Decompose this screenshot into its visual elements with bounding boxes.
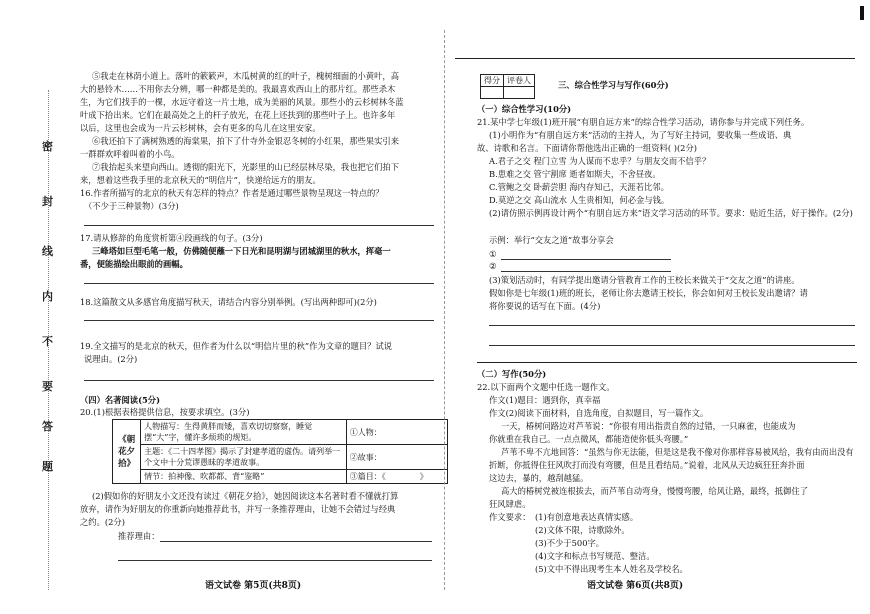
seal-char: 不 [42,335,53,348]
seal-char: 封 [42,195,53,208]
question-16: （不少于三种景物）(3分) [84,201,179,211]
book-row: 人物描写：生得黄胖而矮，喜欢切切察察，睡觉摆“大”字，懂许多烦琐的规矩。 [141,420,347,445]
grader-cell[interactable] [504,87,535,99]
fill-chapter-label: ③篇目：《 [349,472,386,481]
requirement: (2)文体不限，诗歌除外。 [535,525,630,535]
seal-char: 密 [42,140,53,153]
example-mark-2: ② [489,261,497,271]
para-7-line: 来，想着这些我手里的北京秋天的“明信片”，快递给远方的朋友。 [80,175,321,185]
example-mark-1: ① [489,249,497,259]
requirements-label: 作文要求： [489,512,531,522]
material-line: 这边去，暴的，越刮越猛。 [489,473,589,483]
example: 示例：举行“交友之道”故事分享会 [489,235,614,245]
score-header: 得分 [481,75,504,87]
answer-line[interactable] [489,325,855,326]
answer-line[interactable] [84,283,434,284]
question-19: 19.全文描写的是北京的秋天，但作者为什么以“明信片里的秋”作为文章的题目？试说 [80,341,393,351]
section-2-heading: （二）写作(50分) [477,369,547,379]
fill-person-label: ①人物： [349,427,382,437]
grader-header: 评卷人 [504,75,535,87]
option-c: C.管鲍之交 卧薪尝胆 海内存知己，天涯若比邻。 [489,182,669,192]
material-line: 狂风肆虐。 [489,499,531,509]
seal-char: 要 [42,380,53,393]
para-6-line: 一群群欢呼着叫着的小鸟。 [80,149,180,159]
answer-line[interactable] [501,259,671,260]
page-divider [444,30,446,590]
material-line: 一天，椿树问路边对芦苇说：“你很有用出指责自然的过错，一只麻雀，也能成为 [501,421,796,431]
reason-label: 推荐理由： [118,531,160,541]
answer-line[interactable] [489,345,855,346]
question-22: 22.以下面两个文题中任选一题作文。 [477,382,615,392]
question-20: 20.(1)根据表格提供信息，按要求填空。(3分) [80,407,250,417]
section-4-heading: （四）名著阅读(5分) [80,395,160,405]
para-5-line: 叶成下拾出来。它们在最高处之上的杆子放光，在花上还扶到的那些叶子上。也许多年 [80,110,396,120]
requirement: (5)文中不得出现考生本人姓名及学校名。 [535,564,688,574]
para-5-line: ⑤我走在林荫小道上。落叶的簌簌声，木瓜树黄的红的叶子，槐树细面的小黄叶，高 [92,71,399,81]
book-row: 主题：《二十四孝图》揭示了封建孝道的虚伪。请列举一个文中十分荒谬愚昧的孝道故事。 [141,445,347,470]
page-footer: 语文试卷 第6页(共8页) [587,581,684,591]
question-21-2: (2)请仿照示例再设计两个“有朋自远方来”语文学习活动的环节。要求：贴近生活，好于操作。(2分) [489,208,853,218]
section-3-heading: 三、综合性学习与写作(60分) [558,80,669,90]
para-5-line: 以后，这里也会成为一片云杉树林，会有更多的鸟儿在这里安家。 [80,123,321,133]
book-title-cell: 《朝花夕拾》 [113,420,141,484]
answer-line[interactable] [84,380,434,381]
question-17-quote: 番，便能描绘出眼前的画幅。 [80,259,188,269]
question-21-3: 假如你是七年级(1)班的班长，老师让你去邀请王校长，你会如何对王校长发出邀请？请 [489,288,808,298]
fill-story-label: ②故事： [349,452,382,462]
seal-text [42,140,56,540]
requirement: (4)文字和标点书写规范、整洁。 [535,551,655,561]
topic-1: 作文(1)题目：遇到你，真幸福 [489,395,601,405]
seal-char: 答 [42,420,53,433]
seal-char: 内 [42,290,53,303]
material-line: 芦苇不卑不亢地回答：“虽然与你无法能，但是这是我不像对你那样容易被风给，我有由而出没有 [501,447,854,457]
question-21: (1)小明作为“有朋自远方来”活动的主持人，为了写好主持词，要收集一些成语、典 [489,130,792,140]
option-d: D.莫逆之交 高山流水 人生贵相知，何必金与钱。 [489,195,670,205]
section-1-heading: （一）综合性学习(10分) [477,104,572,114]
answer-line[interactable] [84,225,434,226]
page-footer: 语文试卷 第5页(共8页) [205,581,302,591]
fill-chapter-end: 》 [419,472,428,481]
requirement: (3)不少于500字。 [535,538,605,548]
book-row: 情节：拍神像、吹都都、背“鉴略” [141,470,347,484]
question-17-quote: 三峰塔如巨型毛笔一般，仿佛随便蘸一下日光和昆明湖与团城湖里的秋水，挥毫一 [92,246,391,256]
question-19: 说理由。(2分) [84,354,138,364]
question-17: 17.请从修辞的角度赏析第④段画线的句子。(3分) [80,233,263,243]
fill-person[interactable] [346,420,447,445]
question-20-2: 放弃，请作为好朋友的你重新向她推荐此书，并写一条推荐理由，让她不会错过与经典 [80,504,396,514]
option-a: A.君子之交 程门立雪 为人谋而不忠乎？与朋友交而不信乎？ [489,156,711,166]
question-21: 故、诗歌和名言。下面请你帮他选出正确的一组资料( )(2分) [477,143,697,153]
requirement: (1)有创意地表达真情实感。 [535,512,639,522]
para-5-line: 大的悬铃木……不用你去分辨，哪一种都是美的。我最喜欢西山上的那片红。那些杀木 [80,84,396,94]
book-table [112,419,448,484]
answer-line[interactable] [84,320,434,321]
top-rule [455,58,855,59]
question-21-3: (3)策划活动时，有同学提出邀请分管教育工作的王校长来做关于“交友之道”的讲座。 [489,275,800,285]
topic-2: 作文(2)阅读下面材料，自选角度，自拟题目，写一篇作文。 [489,408,709,418]
material-line: 你就重在我自己。一点点微风，都能造使你低头弯腰。” [489,434,689,444]
answer-line[interactable] [501,271,671,272]
question-20-2: 之约。(2分) [80,517,125,527]
option-b: B.患难之交 管宁割席 逝者如斯夫，不舍昼夜。 [489,169,661,179]
question-16: 16.作者所描写的北京的秋天有怎样的特点？作者是通过哪些景物呈现这一特点的？ [80,188,384,198]
answer-line[interactable] [118,560,432,561]
material-line: 折断，你抵得住狂风吹打而没有弯腰，但是且看结局。”说着，北风从天边疯狂狂奔扑面 [489,460,805,470]
question-21: 21.某中学七年级(1)班开展“有朋自远方来”的综合性学习活动，请你参与并完成下列任务。 [477,117,810,127]
para-7-line: ⑦我抬起头来望向西山。透彻的阳光下，光影里的山已经层林尽染，我也把它们拍下 [92,162,399,172]
question-18: 18.这篇散文从多感官角度描写秋天，请结合内容分别举例。(写出两种即可)(2分) [80,297,377,307]
answer-line[interactable] [160,541,432,542]
seal-char: 线 [42,245,53,258]
seal-char: 题 [42,460,53,473]
fill-chapter[interactable] [346,470,447,484]
para-5-line: 生，为它们找手的一棵，水远守着这一片土地，成为美丽的风景。那些小的云杉树林冬蓝 [80,97,404,107]
question-20-2: (2)假如你的好朋友小文还没有读过《朝花夕拾》，她因阅读这本名著时看不懂就打算 [92,491,399,501]
question-21-3: 将你要说的话写在下面。(4分) [489,301,601,311]
score-box [480,74,535,99]
fill-story[interactable] [346,445,447,470]
para-6-line: ⑥我还拍下了满树熟透的海棠果，拍下了什寺外金银忍冬树的小红果，那些果实引来 [92,136,399,146]
section-rule [477,362,857,363]
material-line: 高大的椿树党被连根拔去，而芦苇自动弯身，慢慢弯腰，给风让路，最终，抵御住了 [501,486,808,496]
score-cell[interactable] [481,87,504,99]
